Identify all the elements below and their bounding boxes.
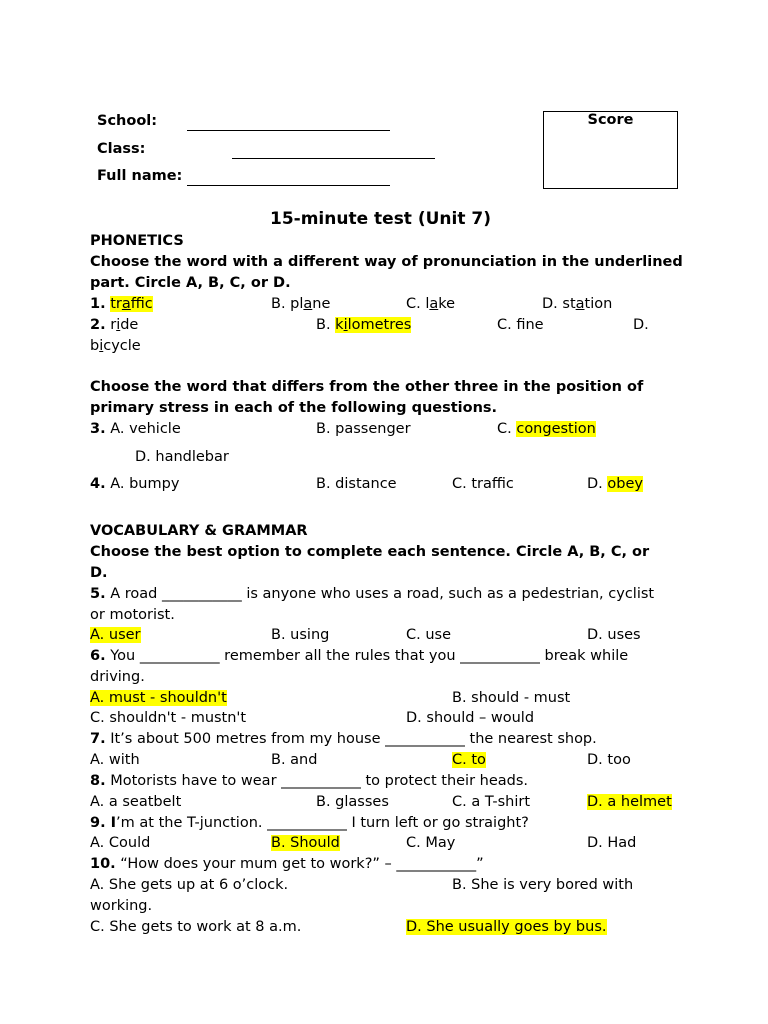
stress-instruction-2: primary stress in each of the following questions.	[90, 400, 498, 416]
q4-option-d[interactable]: D. obey	[587, 476, 643, 492]
vocab-heading: VOCABULARY & GRAMMAR	[90, 523, 308, 539]
q8-option-b[interactable]: B. glasses	[316, 794, 389, 810]
q4-option-a[interactable]: 4. A. bumpy	[90, 476, 180, 492]
phonetics-instruction-1: Choose the word with a different way of pronunciation in the underlined	[90, 254, 683, 270]
q2-option-b[interactable]: B. kilometres	[316, 317, 412, 333]
fullname-blank[interactable]	[187, 173, 390, 190]
q7-option-b[interactable]: B. and	[271, 752, 318, 768]
vocab-instruction-2: D.	[90, 565, 108, 581]
q4-option-b[interactable]: B. distance	[316, 476, 397, 492]
q6-stem-2: driving.	[90, 669, 145, 685]
q3-option-c[interactable]: C. congestion	[497, 421, 596, 437]
q9-stem: 9. I’m at the T-junction. ___________ I turn left or go straight?	[90, 815, 529, 831]
q1-number: 1.	[90, 296, 106, 312]
school-blank[interactable]	[187, 118, 390, 135]
q1-a-underlined: a	[121, 296, 131, 312]
q6-option-a[interactable]: A. must - shouldn't	[90, 690, 227, 706]
q8-option-c[interactable]: C. a T-shirt	[452, 794, 531, 810]
q6-option-c[interactable]: C. shouldn't - mustn't	[90, 710, 247, 726]
q1-a-text-end: ffic	[130, 296, 153, 312]
q1-a-text: tr	[110, 296, 122, 312]
q10-option-c[interactable]: C. She gets to work at 8 a.m.	[90, 919, 302, 935]
q8-option-a[interactable]: A. a seatbelt	[90, 794, 182, 810]
q2-option-c[interactable]: C. fne	[497, 317, 544, 333]
q1-option-a[interactable]	[90, 296, 153, 312]
q3-option-a[interactable]: 3. A. vehicle	[90, 421, 181, 437]
fullname-label: Full name:	[97, 168, 183, 184]
q5-option-b[interactable]: B. using	[271, 627, 330, 643]
q8-option-d[interactable]: D. a helmet	[587, 794, 672, 810]
q10-stem: 10. “How does your mum get to work?” – ___________”	[90, 856, 484, 872]
q10-option-a[interactable]: A. She gets up at 6 o’clock.	[90, 877, 289, 893]
q6-option-b[interactable]: B. should - must	[452, 690, 571, 706]
school-label: School:	[97, 113, 158, 129]
q6-option-d[interactable]: D. should – would	[406, 710, 535, 726]
q3-option-d[interactable]: D. handlebar	[135, 449, 229, 465]
q4-option-c[interactable]: C. traffic	[452, 476, 514, 492]
q7-option-c[interactable]: C. to	[452, 752, 486, 768]
q3-option-b[interactable]: B. passenger	[316, 421, 411, 437]
q9-option-c[interactable]: C. May	[406, 835, 456, 851]
q7-stem: 7. It’s about 500 metres from my house ___________ the nearest shop.	[90, 731, 597, 747]
q2-option-a[interactable]: 2. ride	[90, 317, 139, 333]
q1-option-c[interactable]: C. lake	[406, 296, 456, 312]
score-label: Score	[587, 112, 634, 128]
q1-option-b[interactable]: B. plane	[271, 296, 331, 312]
q9-option-b[interactable]: B. Should	[271, 835, 340, 851]
q2-number: 2.	[90, 317, 106, 333]
q10-option-d[interactable]: D. She usually goes by bus.	[406, 919, 607, 935]
vocab-instruction-1: Choose the best option to complete each sentence. Circle A, B, C, or	[90, 544, 650, 560]
score-box	[543, 111, 678, 189]
phonetics-instruction-2: part. Circle A, B, C, or D.	[90, 275, 291, 291]
q10-option-b[interactable]: B. She is very bored with	[452, 877, 634, 893]
class-label: Class:	[97, 141, 146, 157]
q5-stem: 5. A road ___________ is anyone who uses a road, such as a pedestrian, cyclist	[90, 586, 655, 602]
q9-option-d[interactable]: D. Had	[587, 835, 637, 851]
q4-number: 4.	[90, 476, 106, 492]
q5-stem-2: or motorist.	[90, 607, 175, 623]
q7-option-d[interactable]: D. too	[587, 752, 631, 768]
q7-option-a[interactable]: A. with	[90, 752, 140, 768]
q5-option-c[interactable]: C. use	[406, 627, 452, 643]
q3-number: 3.	[90, 421, 106, 437]
q5-option-d[interactable]: D. uses	[587, 627, 641, 643]
class-blank[interactable]	[232, 146, 435, 163]
stress-instruction-1: Choose the word that differs from the other three in the position of	[90, 379, 644, 395]
page-title: 15-minute test (Unit 7)	[270, 209, 491, 229]
q8-stem: 8. Motorists have to wear ___________ to protect their heads.	[90, 773, 529, 789]
q9-option-a[interactable]: A. Could	[90, 835, 151, 851]
phonetics-heading: PHONETICS	[90, 233, 184, 249]
q10-option-b-cont: working.	[90, 898, 153, 914]
q2-option-d-word[interactable]: bicycle	[90, 338, 141, 354]
q5-option-a[interactable]: A. user	[90, 627, 141, 643]
q2-option-d[interactable]: D.	[633, 317, 649, 333]
q1-option-d[interactable]: D. station	[542, 296, 613, 312]
q6-stem: 6. You ___________ remember all the rules that you ___________ break while	[90, 648, 629, 664]
